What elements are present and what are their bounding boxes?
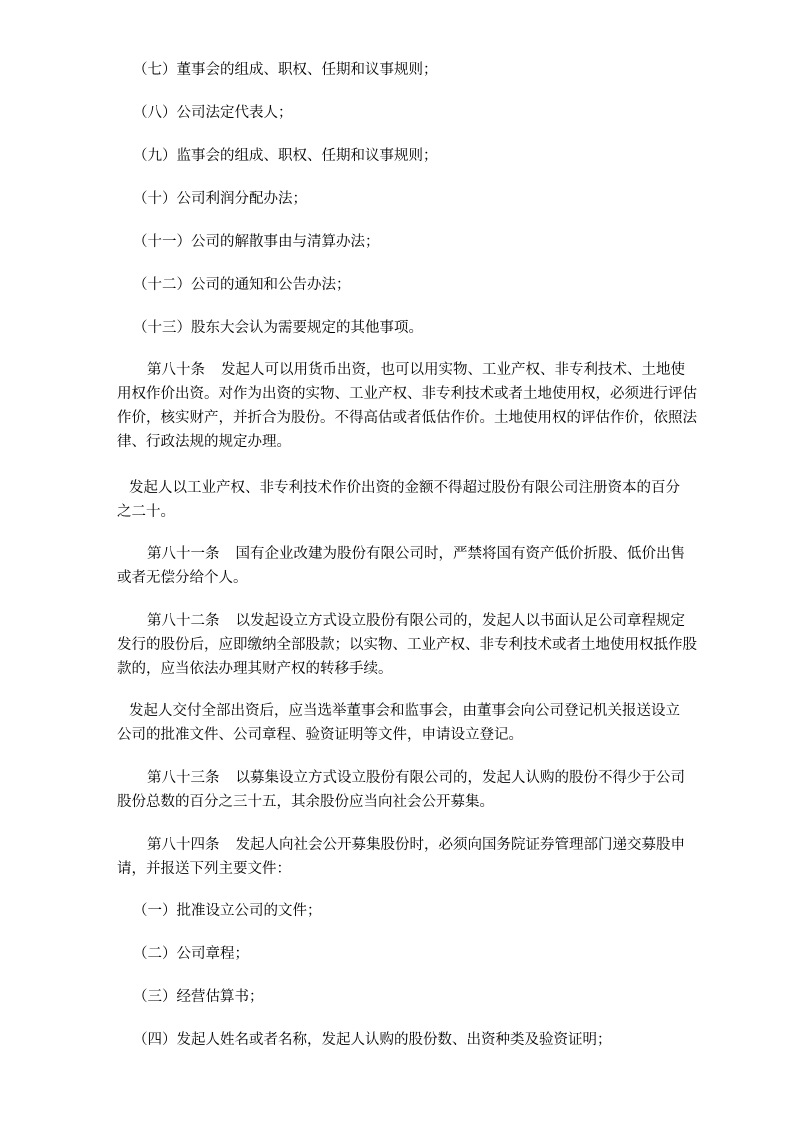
article-83-line-1 xyxy=(147,768,685,788)
list-item: （二）公司章程； xyxy=(133,946,249,962)
article-number: 第八十一条 xyxy=(147,546,220,562)
paragraph-line: 之二十。 xyxy=(117,504,175,520)
list-item: （十三）股东大会认为需要规定的其他事项。 xyxy=(133,320,423,336)
article-number: 第八十三条 xyxy=(147,770,220,786)
paragraph-line: 发起人以工业产权、非专利技术作价出资的金额不得超过股份有限公司注册资本的百分 xyxy=(129,480,680,496)
paragraph-line: 股份总数的百分之三十五，其余股份应当向社会公开募集。 xyxy=(117,794,494,810)
paragraph-text: 国有企业改建为股份有限公司时，严禁将国有资产低价折股、低价出售 xyxy=(235,546,685,562)
article-80-line-1 xyxy=(147,360,685,380)
paragraph-text: 以发起设立方式设立股份有限公司的，发起人以书面认足公司章程规定 xyxy=(235,613,685,629)
paragraph-line: 用权作价出资。对作为出资的实物、工业产权、非专利技术或者土地使用权，必须进行评估 xyxy=(117,386,697,402)
list-item: （九）监事会的组成、职权、任期和议事规则； xyxy=(133,148,438,164)
paragraph-line: 请，并报送下列主要文件： xyxy=(117,861,291,877)
paragraph-line: 公司的批准文件、公司章程、验资证明等文件，申请设立登记。 xyxy=(117,727,523,743)
paragraph-line: 款的，应当依法办理其财产权的转移手续。 xyxy=(117,661,393,677)
article-84-line-1 xyxy=(147,835,685,855)
list-item: （七）董事会的组成、职权、任期和议事规则； xyxy=(133,62,438,78)
paragraph-text: 发起人向社会公开募集股份时，必须向国务院证券管理部门递交募股申 xyxy=(235,837,685,853)
list-item: （四）发起人姓名或者名称，发起人认购的股份数、出资种类及验资证明； xyxy=(133,1032,612,1048)
paragraph-line: 或者无偿分给个人。 xyxy=(117,570,248,586)
article-number: 第八十四条 xyxy=(147,837,220,853)
article-number: 第八十二条 xyxy=(147,613,220,629)
paragraph-line: 律、行政法规的规定办理。 xyxy=(117,434,291,450)
paragraph-text: 以募集设立方式设立股份有限公司的，发起人认购的股份不得少于公司 xyxy=(235,770,685,786)
paragraph-text: 发起人可以用货币出资，也可以用实物、工业产权、非专利技术、土地使 xyxy=(221,362,685,378)
list-item: （十二）公司的通知和公告办法； xyxy=(133,277,351,293)
list-item: （八）公司法定代表人； xyxy=(133,105,293,121)
list-item: （一）批准设立公司的文件； xyxy=(133,903,322,919)
list-item: （十）公司利润分配办法； xyxy=(133,191,307,207)
article-81-line-1 xyxy=(147,544,685,564)
list-item: （十一）公司的解散事由与清算办法； xyxy=(133,234,380,250)
paragraph-line: 发起人交付全部出资后，应当选举董事会和监事会，由董事会向公司登记机关报送设立 xyxy=(129,703,680,719)
article-number: 第八十条 xyxy=(147,362,205,378)
article-82-line-1 xyxy=(147,611,685,631)
paragraph-line: 作价，核实财产，并折合为股份。不得高估或者低估作价。土地使用权的评估作价，依照法 xyxy=(117,410,697,426)
paragraph-line: 发行的股份后，应即缴纳全部股款；以实物、工业产权、非专利技术或者土地使用权抵作股 xyxy=(117,637,697,653)
list-item: （三）经营估算书； xyxy=(133,989,264,1005)
